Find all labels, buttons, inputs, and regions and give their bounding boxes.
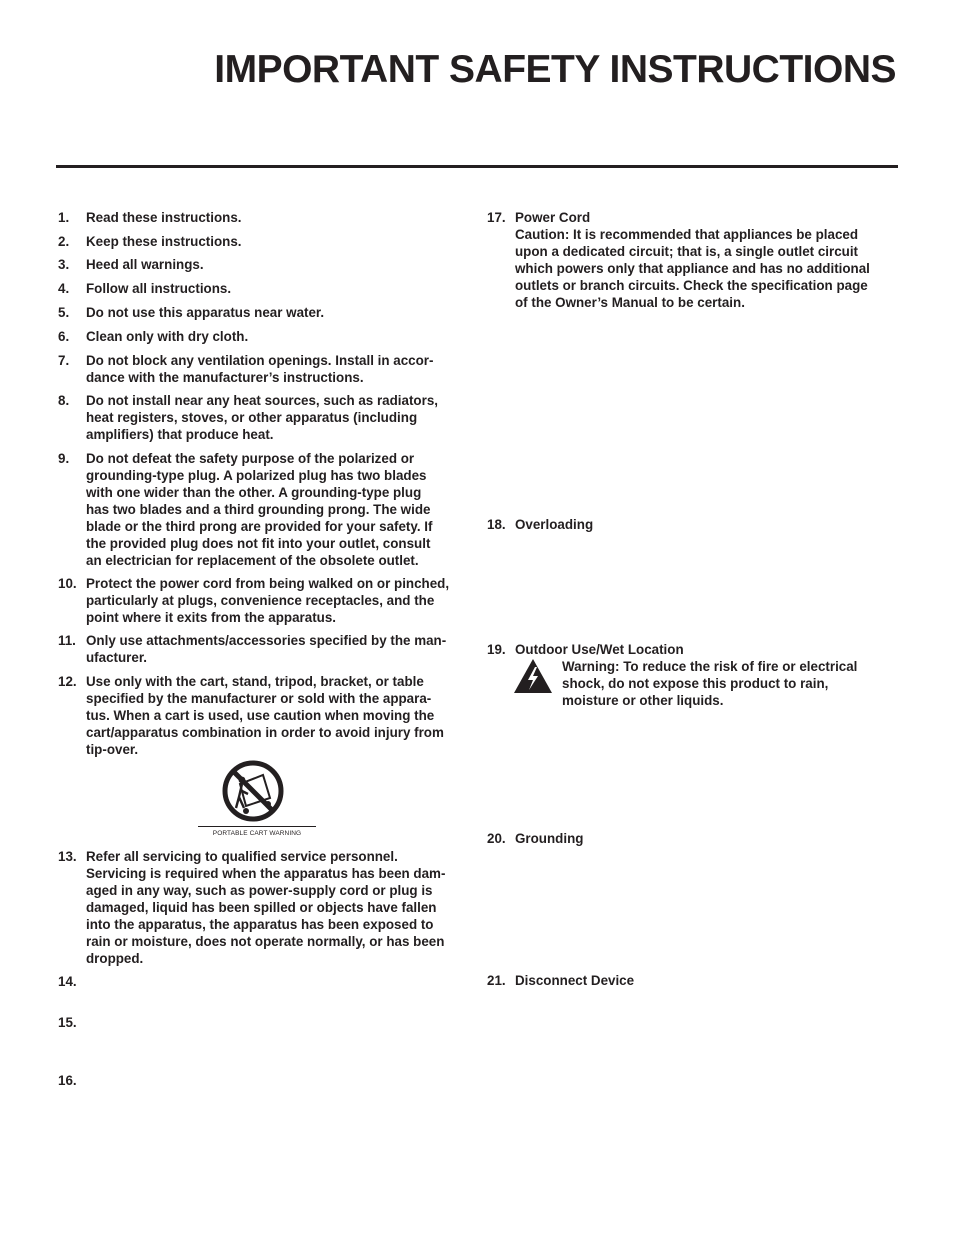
item-number: 18.: [487, 517, 506, 532]
item-text-line: Protect the power cord from being walked on or pinched,: [86, 576, 450, 591]
item-text: [86, 392, 470, 443]
warning-text-line: Warning: To reduce the risk of fire or electrical: [562, 659, 858, 674]
item-number: 3.: [58, 257, 70, 272]
item-text-line: into the apparatus, the apparatus has been exposed to: [86, 917, 434, 932]
item-text-line: the provided plug does not fit into your outlet, consult: [86, 536, 431, 551]
item-number: 4.: [58, 281, 70, 296]
item-text-line: tip-over.: [86, 742, 139, 757]
item-text: [86, 328, 470, 345]
item-number: 14.: [58, 974, 77, 989]
lightning-warning-icon: [513, 658, 553, 694]
item-text-line: has two blades and a third grounding prong. The wide: [86, 502, 431, 517]
item-text-line: blade or the third prong are provided for your safety. If: [86, 519, 433, 534]
warning-text-line: moisture or other liquids.: [562, 693, 724, 708]
cart-caption: PORTABLE CART WARNING: [212, 830, 302, 837]
item-text: [86, 304, 470, 321]
instruction-item: [58, 673, 470, 758]
item-text-line: aged in any way, such as power-supply cord or plug is: [86, 883, 433, 898]
item-text: [515, 641, 899, 658]
item-text: [86, 280, 470, 297]
item-text-line: cart/apparatus combination in order to avoid injury from: [86, 725, 444, 740]
item-text-line: Read these instructions.: [86, 210, 242, 225]
instruction-item: [487, 830, 899, 847]
item-text-line: Only use attachments/accessories specified by the man-: [86, 633, 447, 648]
item-text: [86, 352, 470, 386]
item-text-line: Refer all servicing to qualified service personnel.: [86, 849, 398, 864]
item-text-line: which powers only that appliance and has no additional: [515, 261, 870, 276]
item-text-line: Do not block any ventilation openings. Install in accor-: [86, 353, 434, 368]
item-text-line: Do not install near any heat sources, such as radiators,: [86, 393, 438, 408]
item-number: 1.: [58, 210, 70, 225]
item-number: 16.: [58, 1073, 77, 1088]
title-divider: [56, 165, 898, 168]
instruction-item: [58, 233, 470, 250]
item-number: 13.: [58, 849, 77, 864]
item-number: 19.: [487, 642, 506, 657]
item-number: 20.: [487, 831, 506, 846]
item-text-line: Overloading: [515, 517, 594, 532]
item-text-line: Outdoor Use/Wet Location: [515, 642, 684, 657]
item-number: 21.: [487, 973, 506, 988]
instruction-item: [487, 516, 899, 533]
item-number: 11.: [58, 633, 76, 648]
item-text-line: tus. When a cart is used, use caution when moving the: [86, 708, 435, 723]
instruction-item: [58, 352, 470, 386]
item-text: [86, 848, 470, 967]
item-text-line: upon a dedicated circuit; that is, a single outlet circuit: [515, 244, 859, 259]
item-text-line: Caution: It is recommended that appliances be placed: [515, 227, 859, 242]
item-text-line: of the Owner’s Manual to be certain.: [515, 295, 745, 310]
item-text: [86, 632, 470, 666]
item-text: [86, 233, 470, 250]
item-text-line: Keep these instructions.: [86, 234, 242, 249]
item-text-line: Follow all instructions.: [86, 281, 232, 296]
item-text-line: rain or moisture, does not operate normally, or has been: [86, 934, 445, 949]
item-text-line: Power Cord: [515, 210, 591, 225]
instruction-item: [58, 209, 470, 226]
instruction-item: [58, 848, 470, 967]
item-text-line: with one wider than the other. A grounding-type plug: [86, 485, 422, 500]
item-text-line: Disconnect Device: [515, 973, 635, 988]
instruction-item: [58, 392, 470, 443]
instruction-item: [58, 328, 470, 345]
item-text-line: dance with the manufacturer’s instructions.: [86, 370, 364, 385]
item-text-line: outlets or branch circuits. Check the specification page: [515, 278, 868, 293]
item-number: 8.: [58, 393, 70, 408]
item-text-line: amplifiers) that produce heat.: [86, 427, 274, 442]
item-number: 5.: [58, 305, 70, 320]
instruction-item: [58, 632, 470, 666]
item-text-line: grounding-type plug. A polarized plug has two blades: [86, 468, 427, 483]
item-text-line: dropped.: [86, 951, 144, 966]
item-text: [515, 972, 899, 989]
item-text: [515, 516, 899, 533]
instruction-item: [58, 575, 470, 626]
item-text: [86, 575, 470, 626]
portable-cart-warning: [198, 760, 316, 842]
item-text-line: Use only with the cart, stand, tripod, bracket, or table: [86, 674, 424, 689]
item-text-line: an electrician for replacement of the obsolete outlet.: [86, 553, 419, 568]
item-text-line: damaged, liquid has been spilled or objects have fallen: [86, 900, 437, 915]
instruction-item: [487, 641, 899, 709]
instruction-item: [58, 450, 470, 569]
item-number: 9.: [58, 451, 70, 466]
item-number: 10.: [58, 576, 77, 591]
item-text-line: specified by the manufacturer or sold with the appara-: [86, 691, 432, 706]
item-text-line: heat registers, stoves, or other apparatus (including: [86, 410, 418, 425]
item-number: 7.: [58, 353, 70, 368]
item-text-line: Grounding: [515, 831, 584, 846]
item-text-line: Heed all warnings.: [86, 257, 204, 272]
item-text: [86, 256, 470, 273]
item-text-line: point where it exits from the apparatus.: [86, 610, 337, 625]
item-text-line: Clean only with dry cloth.: [86, 329, 249, 344]
item-text: [515, 830, 899, 847]
item-text: [86, 450, 470, 569]
tip-over-cart-icon: [218, 760, 288, 826]
wet-location-warning: [562, 658, 899, 709]
warning-text-line: shock, do not expose this product to rain,: [562, 676, 829, 691]
item-text: [515, 209, 899, 311]
instruction-item: [58, 304, 470, 321]
item-number: 15.: [58, 1015, 77, 1030]
item-text-line: particularly at plugs, convenience receptacles, and the: [86, 593, 435, 608]
cart-caption-rule: [198, 826, 316, 827]
item-number: 12.: [58, 674, 77, 689]
instruction-item: [487, 209, 899, 311]
item-text-line: Do not defeat the safety purpose of the polarized or: [86, 451, 415, 466]
item-text-line: Do not use this apparatus near water.: [86, 305, 325, 320]
instruction-item: [58, 280, 470, 297]
instruction-item: [487, 972, 899, 989]
item-text-line: ufacturer.: [86, 650, 148, 665]
item-number: 17.: [487, 210, 506, 225]
instruction-item: [58, 256, 470, 273]
item-number: 2.: [58, 234, 70, 249]
item-number: 6.: [58, 329, 70, 344]
item-text: [86, 209, 470, 226]
item-text-line: Servicing is required when the apparatus has been dam-: [86, 866, 446, 881]
page-title: IMPORTANT SAFETY INSTRUCTIONS: [214, 48, 896, 91]
item-text: [86, 673, 470, 758]
